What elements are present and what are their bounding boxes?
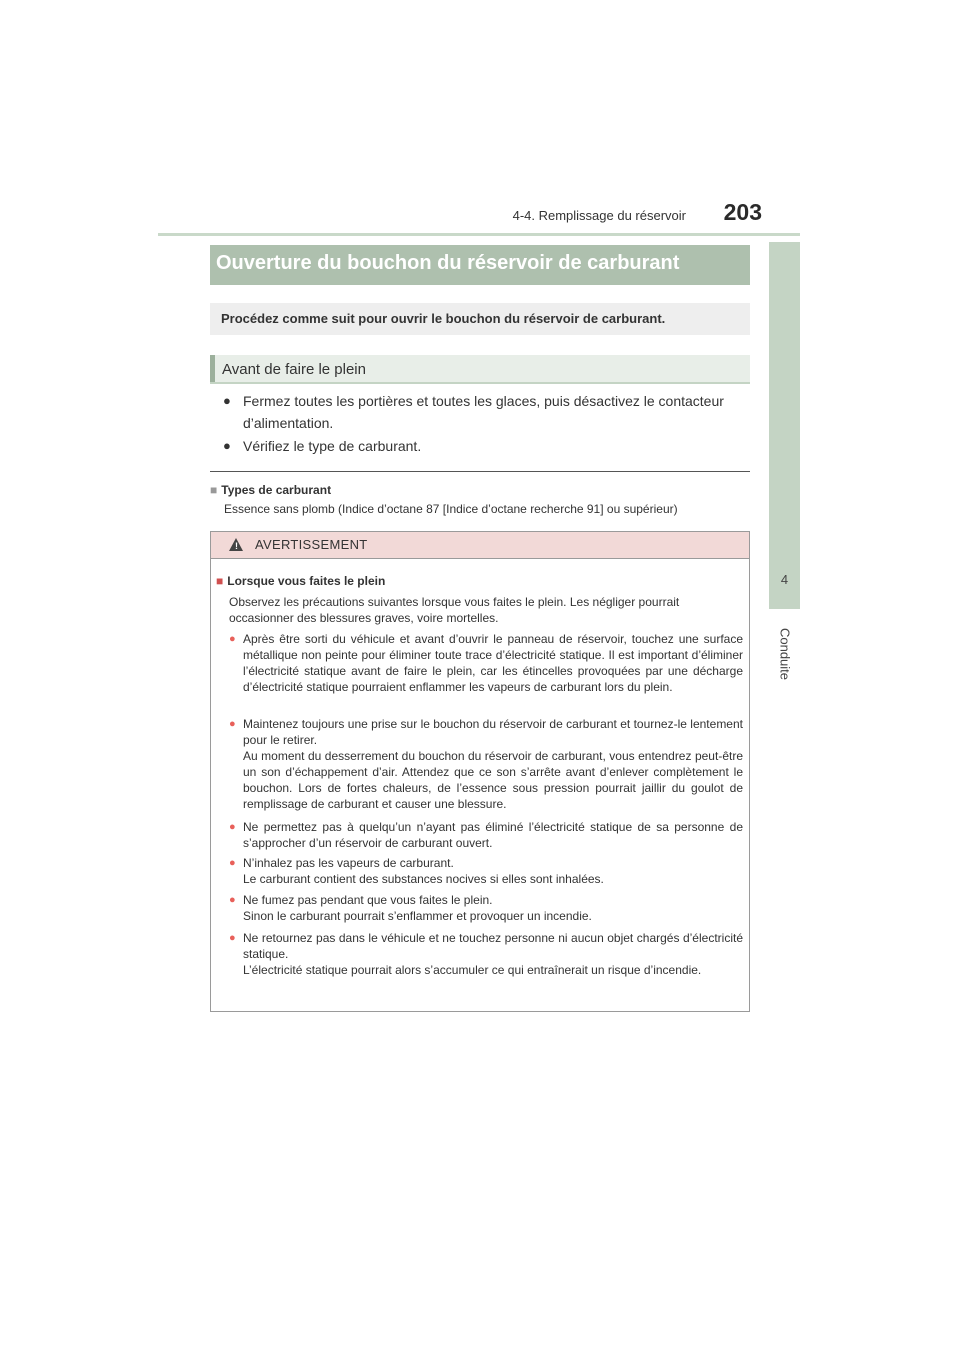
square-bullet-icon: ■: [210, 483, 218, 497]
bullet-icon: ●: [223, 393, 231, 408]
warning-item-text: Ne retournez pas dans le véhicule et ne touchez personne ni aucun objet chargés d’électricité statique.: [243, 931, 743, 961]
list-item: [223, 390, 753, 434]
warning-header: [211, 532, 749, 559]
before-heading-bar: [210, 355, 750, 384]
fuel-types-title: Types de carburant: [221, 483, 332, 497]
heading-accent: [210, 355, 215, 384]
header-rule: [158, 233, 800, 236]
warning-item-text: Sinon le carburant pourrait s’enflammer et provoquer un incendie.: [243, 909, 592, 923]
warning-intro: Observez les précautions suivantes lorsque vous faites le plein. Les négliger pourrait occasionner des blessures graves, voire mortelles.: [229, 595, 680, 625]
warning-item-text: N’inhalez pas les vapeurs de carburant.: [243, 856, 454, 870]
page-number: 203: [723, 199, 762, 225]
warning-triangle-icon: !: [229, 538, 243, 551]
warning-item-text: Ne permettez pas à quelqu’un n’ayant pas éliminé l’électricité statique de sa personne de s’approcher d’un réservoir de carburant ouvert.: [243, 820, 743, 850]
bullet-icon: ●: [229, 932, 236, 944]
bullet-icon: ●: [229, 857, 236, 869]
list-item: [223, 435, 753, 457]
before-heading: Avant de faire le plein: [222, 361, 366, 378]
section-title: Ouverture du bouchon du réservoir de carburant: [216, 252, 680, 274]
bullet-icon: ●: [229, 821, 236, 833]
warning-item-text: Maintenez toujours une prise sur le bouchon du réservoir de carburant et tournez-le lentement pour le retirer.: [243, 717, 743, 747]
warning-item-text: Le carburant contient des substances nocives si elles sont inhalées.: [243, 872, 604, 886]
warning-subheading: [216, 574, 385, 588]
list-item-text: Vérifiez le type de carburant.: [243, 438, 422, 454]
warning-item-text: Au moment du desserrement du bouchon du réservoir de carburant, vous entendrez peut-être un son d’échappement d’air. Attendez que ce son s’arrête avant d’enlever complètement le bouchon. Lors de fortes chaleurs, de l’essence sous pression pourrait jaillir du goulot de remplissage de carburant et causer une blessure.: [243, 749, 743, 811]
section-breadcrumb: 4-4. Remplissage du réservoir: [512, 208, 686, 223]
chapter-label-wrap: [760, 622, 810, 686]
bullet-icon: ●: [229, 718, 236, 730]
warning-item-text: Après être sorti du véhicule et avant d’ouvrir le panneau de réservoir, touchez une surface métallique non peinte pour éliminer toute trace d’électricité statique. Il est important d’éliminer l’électricité statique avant de faire le plein, car les étincelles provoquées par une décharge d’électricité statique pourraient enflammer les vapeurs de carburant lors du plein.: [243, 632, 743, 694]
warning-box: [210, 531, 750, 1012]
chapter-side-tab: [769, 242, 800, 609]
heading-underline: [210, 382, 750, 384]
intro-box: [210, 303, 750, 335]
section-title-bar: [210, 245, 750, 285]
warning-label: AVERTISSEMENT: [255, 537, 368, 552]
bullet-icon: ●: [223, 438, 231, 453]
fuel-types-text: Essence sans plomb (Indice d’octane 87 [Indice d’octane recherche 91] ou supérieur): [224, 502, 678, 516]
list-item-text: Fermez toutes les portières et toutes les glaces, puis désactivez le contacteur d’alimentation.: [243, 393, 724, 431]
bullet-icon: ●: [229, 894, 236, 906]
warning-item-text: Ne fumez pas pendant que vous faites le plein.: [243, 893, 493, 907]
chapter-number: 4: [780, 572, 789, 587]
warning-subheading-text: Lorsque vous faites le plein: [227, 574, 386, 588]
chapter-label: Conduite: [777, 627, 793, 681]
fuel-types-heading: [210, 483, 331, 497]
bullet-icon: ●: [229, 633, 236, 645]
square-bullet-icon: ■: [216, 574, 224, 588]
intro-text: Procédez comme suit pour ouvrir le bouchon du réservoir de carburant.: [221, 311, 666, 326]
section-divider: [210, 471, 750, 472]
warning-item-text: L’électricité statique pourrait alors s’accumuler ce qui entraînerait un risque d’incendie.: [243, 963, 702, 977]
